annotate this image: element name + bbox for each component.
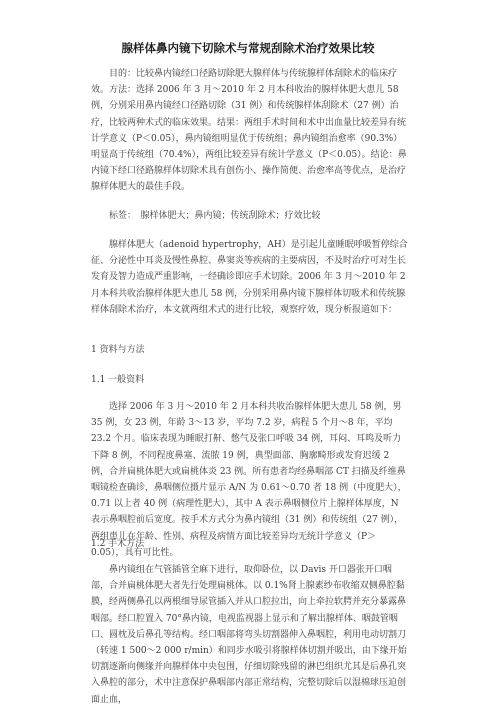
intro-paragraph: 腺样体肥大（adenoid hypertrophy，AH）是引起儿童睡眠呼吸暂停综合征、分泌性中耳炎及慢性鼻腔、鼻窦炎等疾病的主要病因，不及时治疗可对生长发育及智力造成严重影响，一经确诊即应手术切除。2006 年 3 月～2010 年 2 月本科共收治腺样体肥大患儿 58 例，分别采用鼻内镜下腺样体切吸术和传统腺样体刮除术治疗，本文就两组术式的进行比较，观察疗效，现分析报道如下： <box>91 240 408 315</box>
abstract-paragraph: 目的：比较鼻内镜经口径路切除肥大腺样体与传统腺样体刮除术的临床疗效。方法：选择 2006 年 3 月～2010 年 2 月本科收治的腺样体肥大患儿 58 例，分别采用鼻内镜经口径路切除（31 例）和传统腺样体刮除术（27 例）治疗，比较两种术式的临床效果。结果：两组手术时间和术中出血量比较差异有统计学意义（P＜0.05），鼻内镜组明显优于传统组；鼻内镜组治愈率（90.3%）明显高于传统组（70.4%），两组比较差异有统计学意义（P＜0.05）。结论：鼻内镜下经口径路腺样体切除术具有创伤小、操作简便、治愈率高等优点，是治疗腺样体肥大的最佳手段。 <box>91 69 407 193</box>
page-title: 腺样体鼻内镜下切除术与常规刮除术治疗效果比较 <box>121 41 375 55</box>
method-section <box>91 562 409 708</box>
intro-section <box>91 237 409 318</box>
section-heading-1: 1 资料与方法 <box>91 345 145 355</box>
section-heading-1-1: 1.1 一般资料 <box>91 375 145 385</box>
method-paragraph: 鼻内镜组在气管插管全麻下进行，取仰卧位，以 Davis 开口器张开口咽部，合并扁桃体肥大者先行处理扁桃体。以 0.1%肾上腺素纱布收缩双侧鼻腔黏膜，经两侧鼻孔以两根细导尿管插入并从口腔拉出，向上牵拉软腭并充分暴露鼻咽部。经口腔置入 70°鼻内镜，电视监视器上显示和了解出腺样体、咽鼓管咽口、圆枕及后鼻孔等结构。经口咽部将弯头切割器伸入鼻咽腔，利用电动切割刀（转速 1 500～2 000 r/min）和同步水吸引将腺样体切割并吸出，由下缘开始切割逐渐向侧缘并向腺样体中央包围，仔细切除残留的淋巴组织尤其是后鼻孔突入鼻腔的部分，术中注意保护鼻咽部内部正常结构，完整切除后以湿棉球压迫创面止血， <box>91 565 407 705</box>
keywords-section <box>91 208 409 224</box>
keywords-line: 标签： 腺样体肥大；鼻内镜；传统刮除术；疗效比较 <box>109 211 321 221</box>
general-paragraph: 选择 2006 年 3 月～2010 年 2 月本科共收治腺样体肥大患儿 58 例，男 35 例，女 23 例，年龄 3～13 岁，平均 7.2 岁，病程 5 个月～8 年，平均 23.2 个月。临床表现为睡眠打鼾、憋气及张口呼吸 34 例，耳闷、耳鸣及听力下降 8 例，不同程度鼻塞、流脓 19 例，典型面部、胸廓畸形或发育迟缓 2 例，合并扁桃体肥大或扁桃体炎 23 例。所有患者均经鼻咽部 CT 扫描及纤维鼻咽镜检查确诊，鼻咽侧位摄片显示 A/N 为 0.61～0.70 者 18 例（中度肥大），0.71 以上者 40 例（病理性肥大），其中 A 表示鼻咽侧位片上腺样体厚度，N 表示鼻咽腔前后宽度。按手术方式分为鼻内镜组（31 例）和传统组（27 例），两组患儿在年龄、性别、病程及病情方面比较差异均无统计学意义（P＞0.05），具有可比性。 <box>91 402 407 558</box>
section-heading-1-2: 1.2 手术方法 <box>91 539 145 549</box>
abstract-section <box>91 66 409 196</box>
